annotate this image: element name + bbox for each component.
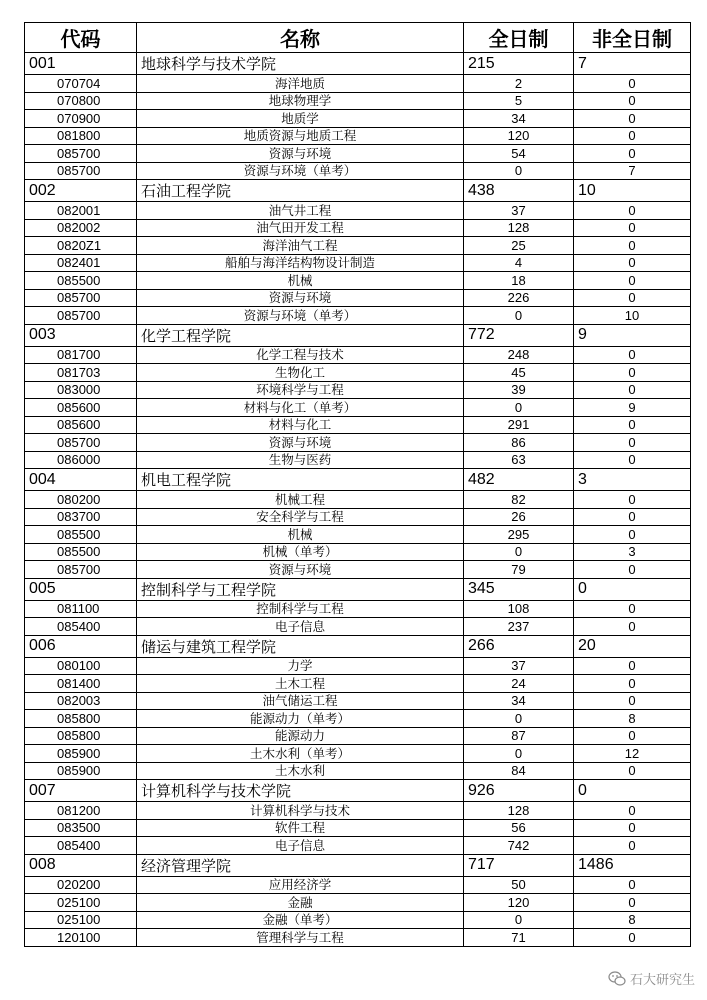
major-row	[25, 657, 691, 675]
major-row	[25, 202, 691, 220]
college-row	[25, 180, 691, 202]
major-parttime: 12	[574, 745, 691, 763]
major-parttime: 0	[574, 451, 691, 469]
major-row	[25, 876, 691, 894]
major-name: 电子信息	[137, 837, 464, 855]
major-code: 085500	[25, 526, 137, 544]
college-name: 机电工程学院	[137, 469, 464, 491]
major-code: 120100	[25, 929, 137, 947]
major-name: 地球物理学	[137, 92, 464, 110]
major-name: 电子信息	[137, 618, 464, 636]
major-code: 081703	[25, 364, 137, 382]
major-row	[25, 911, 691, 929]
major-code: 085400	[25, 837, 137, 855]
major-name: 机械	[137, 272, 464, 290]
major-fulltime: 295	[464, 526, 574, 544]
major-code: 085900	[25, 762, 137, 780]
major-parttime: 0	[574, 894, 691, 912]
college-code: 003	[25, 324, 137, 346]
major-code: 085700	[25, 434, 137, 452]
major-code: 085800	[25, 710, 137, 728]
major-name: 资源与环境（单考）	[137, 162, 464, 180]
major-name: 海洋地质	[137, 75, 464, 93]
major-code: 085600	[25, 399, 137, 417]
major-code: 083700	[25, 508, 137, 526]
major-parttime: 0	[574, 92, 691, 110]
major-name: 油气储运工程	[137, 692, 464, 710]
major-name: 机械（单考）	[137, 543, 464, 561]
major-code: 070900	[25, 110, 137, 128]
college-row	[25, 635, 691, 657]
major-parttime: 0	[574, 75, 691, 93]
major-fulltime: 18	[464, 272, 574, 290]
enrollment-table	[24, 22, 691, 947]
major-fulltime: 128	[464, 219, 574, 237]
major-row	[25, 710, 691, 728]
major-parttime: 0	[574, 657, 691, 675]
college-fulltime-total: 345	[464, 578, 574, 600]
major-name: 生物与医药	[137, 451, 464, 469]
major-row	[25, 894, 691, 912]
major-name: 资源与环境	[137, 561, 464, 579]
college-name: 储运与建筑工程学院	[137, 635, 464, 657]
major-row	[25, 727, 691, 745]
major-fulltime: 108	[464, 600, 574, 618]
major-code: 082401	[25, 254, 137, 272]
college-name: 石油工程学院	[137, 180, 464, 202]
college-fulltime-total: 215	[464, 53, 574, 75]
major-row	[25, 434, 691, 452]
major-fulltime: 87	[464, 727, 574, 745]
major-fulltime: 226	[464, 289, 574, 307]
major-fulltime: 34	[464, 110, 574, 128]
major-code: 086000	[25, 451, 137, 469]
college-fulltime-total: 438	[464, 180, 574, 202]
header-name: 名称	[137, 23, 464, 53]
college-row	[25, 469, 691, 491]
major-row	[25, 272, 691, 290]
major-row	[25, 837, 691, 855]
table-body	[25, 53, 691, 947]
major-code: 082002	[25, 219, 137, 237]
major-parttime: 0	[574, 727, 691, 745]
major-row	[25, 929, 691, 947]
major-name: 化学工程与技术	[137, 346, 464, 364]
college-name: 化学工程学院	[137, 324, 464, 346]
major-name: 资源与环境	[137, 434, 464, 452]
major-name: 海洋油气工程	[137, 237, 464, 255]
major-code: 0820Z1	[25, 237, 137, 255]
major-code: 081400	[25, 675, 137, 693]
major-row	[25, 92, 691, 110]
major-code: 070800	[25, 92, 137, 110]
major-row	[25, 600, 691, 618]
major-parttime: 0	[574, 600, 691, 618]
major-fulltime: 79	[464, 561, 574, 579]
major-code: 085700	[25, 162, 137, 180]
college-fulltime-total: 266	[464, 635, 574, 657]
college-code: 007	[25, 780, 137, 802]
college-fulltime-total: 772	[464, 324, 574, 346]
major-fulltime: 82	[464, 491, 574, 509]
major-parttime: 0	[574, 381, 691, 399]
major-row	[25, 491, 691, 509]
major-row	[25, 526, 691, 544]
major-name: 油气井工程	[137, 202, 464, 220]
major-code: 085800	[25, 727, 137, 745]
college-row	[25, 854, 691, 876]
major-parttime: 0	[574, 692, 691, 710]
college-fulltime-total: 482	[464, 469, 574, 491]
college-parttime-total: 1486	[574, 854, 691, 876]
major-row	[25, 508, 691, 526]
major-fulltime: 248	[464, 346, 574, 364]
major-name: 能源动力（单考）	[137, 710, 464, 728]
major-row	[25, 307, 691, 325]
major-fulltime: 120	[464, 894, 574, 912]
major-row	[25, 145, 691, 163]
major-row	[25, 451, 691, 469]
major-parttime: 0	[574, 802, 691, 820]
major-fulltime: 0	[464, 911, 574, 929]
major-parttime: 0	[574, 929, 691, 947]
major-parttime: 0	[574, 618, 691, 636]
header-code: 代码	[25, 23, 137, 53]
major-row	[25, 618, 691, 636]
major-name: 土木工程	[137, 675, 464, 693]
major-parttime: 7	[574, 162, 691, 180]
major-row	[25, 802, 691, 820]
major-fulltime: 54	[464, 145, 574, 163]
college-code: 001	[25, 53, 137, 75]
major-code: 085500	[25, 272, 137, 290]
college-row	[25, 780, 691, 802]
major-name: 安全科学与工程	[137, 508, 464, 526]
major-row	[25, 416, 691, 434]
major-fulltime: 742	[464, 837, 574, 855]
college-fulltime-total: 717	[464, 854, 574, 876]
major-name: 金融（单考）	[137, 911, 464, 929]
major-name: 资源与环境	[137, 145, 464, 163]
major-fulltime: 120	[464, 127, 574, 145]
major-name: 地质资源与地质工程	[137, 127, 464, 145]
major-name: 控制科学与工程	[137, 600, 464, 618]
major-fulltime: 0	[464, 745, 574, 763]
major-name: 生物化工	[137, 364, 464, 382]
major-fulltime: 34	[464, 692, 574, 710]
college-row	[25, 324, 691, 346]
major-parttime: 9	[574, 399, 691, 417]
major-name: 材料与化工	[137, 416, 464, 434]
major-name: 材料与化工（单考）	[137, 399, 464, 417]
major-code: 082001	[25, 202, 137, 220]
major-code: 083500	[25, 819, 137, 837]
major-name: 计算机科学与技术	[137, 802, 464, 820]
major-fulltime: 25	[464, 237, 574, 255]
college-code: 004	[25, 469, 137, 491]
major-name: 油气田开发工程	[137, 219, 464, 237]
major-code: 070704	[25, 75, 137, 93]
major-fulltime: 37	[464, 202, 574, 220]
major-fulltime: 84	[464, 762, 574, 780]
major-name: 力学	[137, 657, 464, 675]
major-code: 085700	[25, 561, 137, 579]
major-name: 金融	[137, 894, 464, 912]
college-fulltime-total: 926	[464, 780, 574, 802]
college-parttime-total: 20	[574, 635, 691, 657]
major-fulltime: 2	[464, 75, 574, 93]
college-parttime-total: 0	[574, 578, 691, 600]
major-parttime: 0	[574, 127, 691, 145]
major-code: 085400	[25, 618, 137, 636]
major-row	[25, 381, 691, 399]
major-row	[25, 399, 691, 417]
major-row	[25, 762, 691, 780]
major-fulltime: 5	[464, 92, 574, 110]
major-fulltime: 56	[464, 819, 574, 837]
major-parttime: 0	[574, 837, 691, 855]
major-fulltime: 86	[464, 434, 574, 452]
major-parttime: 0	[574, 237, 691, 255]
major-parttime: 0	[574, 219, 691, 237]
major-parttime: 0	[574, 145, 691, 163]
major-fulltime: 0	[464, 162, 574, 180]
major-code: 085600	[25, 416, 137, 434]
major-code: 085900	[25, 745, 137, 763]
major-parttime: 0	[574, 675, 691, 693]
major-parttime: 8	[574, 911, 691, 929]
header-row	[25, 23, 691, 53]
major-name: 应用经济学	[137, 876, 464, 894]
major-code: 081100	[25, 600, 137, 618]
major-fulltime: 50	[464, 876, 574, 894]
major-code: 080100	[25, 657, 137, 675]
major-fulltime: 71	[464, 929, 574, 947]
major-row	[25, 75, 691, 93]
major-code: 025100	[25, 894, 137, 912]
major-row	[25, 254, 691, 272]
major-name: 土木水利（单考）	[137, 745, 464, 763]
major-row	[25, 110, 691, 128]
major-parttime: 10	[574, 307, 691, 325]
major-parttime: 0	[574, 364, 691, 382]
major-row	[25, 561, 691, 579]
college-parttime-total: 10	[574, 180, 691, 202]
major-name: 能源动力	[137, 727, 464, 745]
major-row	[25, 289, 691, 307]
major-parttime: 0	[574, 819, 691, 837]
major-parttime: 0	[574, 272, 691, 290]
major-parttime: 8	[574, 710, 691, 728]
watermark	[608, 969, 695, 988]
major-parttime: 0	[574, 202, 691, 220]
major-parttime: 0	[574, 508, 691, 526]
header-parttime: 非全日制	[574, 23, 691, 53]
college-name: 地球科学与技术学院	[137, 53, 464, 75]
major-code: 080200	[25, 491, 137, 509]
major-row	[25, 675, 691, 693]
major-name: 软件工程	[137, 819, 464, 837]
major-code: 081700	[25, 346, 137, 364]
watermark-text: 石大研究生	[629, 973, 695, 988]
college-parttime-total: 3	[574, 469, 691, 491]
major-parttime: 0	[574, 254, 691, 272]
major-name: 地质学	[137, 110, 464, 128]
major-parttime: 0	[574, 289, 691, 307]
major-code: 085700	[25, 307, 137, 325]
college-name: 控制科学与工程学院	[137, 578, 464, 600]
major-row	[25, 127, 691, 145]
major-fulltime: 45	[464, 364, 574, 382]
major-name: 环境科学与工程	[137, 381, 464, 399]
major-name: 土木水利	[137, 762, 464, 780]
major-code: 082003	[25, 692, 137, 710]
major-row	[25, 543, 691, 561]
major-fulltime: 37	[464, 657, 574, 675]
major-row	[25, 364, 691, 382]
major-code: 085700	[25, 145, 137, 163]
wechat-icon	[608, 971, 626, 987]
major-row	[25, 692, 691, 710]
major-fulltime: 237	[464, 618, 574, 636]
college-code: 002	[25, 180, 137, 202]
college-code: 008	[25, 854, 137, 876]
major-parttime: 0	[574, 526, 691, 544]
major-fulltime: 4	[464, 254, 574, 272]
major-fulltime: 0	[464, 710, 574, 728]
header-fulltime: 全日制	[464, 23, 574, 53]
major-name: 机械	[137, 526, 464, 544]
major-fulltime: 0	[464, 543, 574, 561]
major-fulltime: 63	[464, 451, 574, 469]
major-name: 资源与环境（单考）	[137, 307, 464, 325]
major-fulltime: 0	[464, 307, 574, 325]
major-row	[25, 745, 691, 763]
college-row	[25, 53, 691, 75]
college-name: 经济管理学院	[137, 854, 464, 876]
major-code: 081800	[25, 127, 137, 145]
major-parttime: 0	[574, 491, 691, 509]
major-fulltime: 0	[464, 399, 574, 417]
college-parttime-total: 0	[574, 780, 691, 802]
major-code: 020200	[25, 876, 137, 894]
major-parttime: 0	[574, 434, 691, 452]
college-code: 006	[25, 635, 137, 657]
major-row	[25, 819, 691, 837]
major-fulltime: 24	[464, 675, 574, 693]
major-row	[25, 162, 691, 180]
major-code: 025100	[25, 911, 137, 929]
college-parttime-total: 9	[574, 324, 691, 346]
college-parttime-total: 7	[574, 53, 691, 75]
major-fulltime: 26	[464, 508, 574, 526]
major-fulltime: 291	[464, 416, 574, 434]
major-parttime: 0	[574, 346, 691, 364]
major-row	[25, 237, 691, 255]
major-parttime: 0	[574, 561, 691, 579]
major-code: 085500	[25, 543, 137, 561]
major-name: 管理科学与工程	[137, 929, 464, 947]
major-parttime: 0	[574, 416, 691, 434]
college-code: 005	[25, 578, 137, 600]
major-parttime: 0	[574, 110, 691, 128]
major-parttime: 3	[574, 543, 691, 561]
major-name: 资源与环境	[137, 289, 464, 307]
major-name: 船舶与海洋结构物设计制造	[137, 254, 464, 272]
major-parttime: 0	[574, 876, 691, 894]
major-row	[25, 346, 691, 364]
major-code: 085700	[25, 289, 137, 307]
major-code: 083000	[25, 381, 137, 399]
major-fulltime: 39	[464, 381, 574, 399]
major-row	[25, 219, 691, 237]
major-name: 机械工程	[137, 491, 464, 509]
college-row	[25, 578, 691, 600]
major-code: 081200	[25, 802, 137, 820]
college-name: 计算机科学与技术学院	[137, 780, 464, 802]
major-fulltime: 128	[464, 802, 574, 820]
major-parttime: 0	[574, 762, 691, 780]
